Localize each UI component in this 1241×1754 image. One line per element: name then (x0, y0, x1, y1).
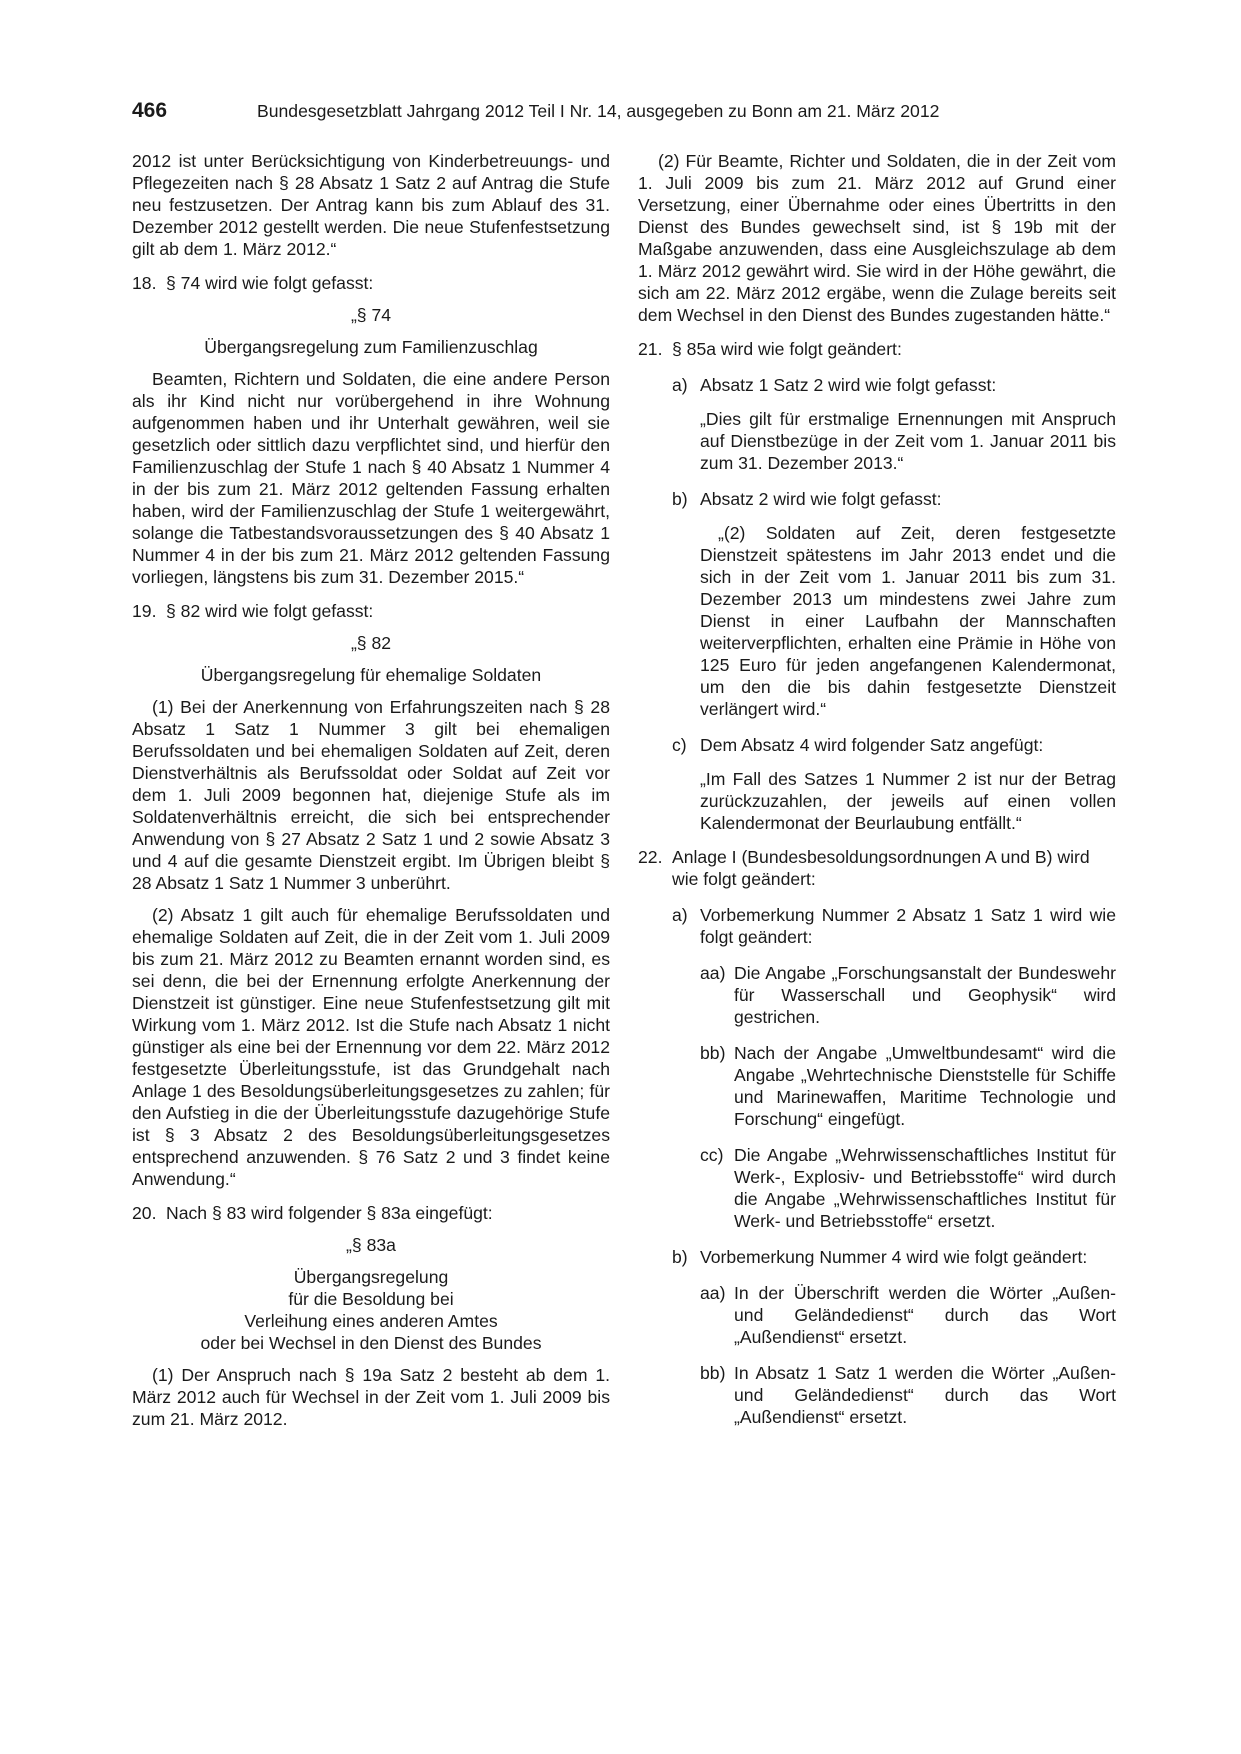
section-83a-paragraph-2: (2) Für Beamte, Richter und Soldaten, die in der Zeit vom 1. Juli 2009 bis zum 21. März 2012 auf Grund einer Versetzung, einer Übernahme oder eines Übertritts in den Dienst des Bundes gewechselt sind, ist § 19b mit der Maßgabe anzuwenden, dass eine Ausgleichszulage ab dem 1. März 2012 gewährt wird. Sie wird in der Höhe gewährt, die sich am 22. März 2012 ergäbe, wenn die Zulage bereits seit dem Wechsel in den Dienst des Bundes zugestanden hätte.“ (638, 151, 1116, 325)
sub-item-21a (672, 374, 1116, 396)
section-title-83a-line-3: Verleihung eines anderen Amtes (244, 1311, 498, 1331)
sub-item-text: Die Angabe „Forschungsanstalt der Bundeswehr für Wasserschall und Geophysik“ wird gestrichen. (734, 963, 1116, 1027)
item-number: 19. (132, 601, 157, 621)
quote-21a: „Dies gilt für erstmalige Ernennungen mit Anspruch auf Dienstbezüge in der Zeit vom 1. Januar 2011 bis zum 31. Dezember 2013.“ (700, 409, 1116, 473)
sub-item-text: In der Überschrift werden die Wörter „Außen- und Geländedienst“ durch das Wort „Außendienst“ ersetzt. (734, 1283, 1116, 1347)
sub-item-label: cc) (700, 1145, 724, 1165)
section-title-83a-line-1: Übergangsregelung (293, 1267, 449, 1287)
list-item-22 (638, 846, 1116, 890)
item-text: Anlage I (Bundesbesoldungsordnungen A und B) wird wie folgt geändert: (672, 847, 1090, 889)
sub-item-label: aa) (700, 1283, 726, 1303)
sub-item-text: Nach der Angabe „Umweltbundesamt“ wird die Angabe „Wehrtechnische Dienststelle für Schiffe und Marinewaffen, Maritime Technologie und Forschung“ eingefügt. (734, 1043, 1116, 1129)
section-title-83a-line-2: für die Besoldung bei (288, 1289, 454, 1309)
quote-21b: „(2) Soldaten auf Zeit, deren festgesetzte Dienstzeit spätestens im Jahr 2013 endet und die sich in der Zeit vom 1. Januar 2011 bis zum 31. Dezember 2013 um mindestens zwei Jahre zum Dienst in einer Laufbahn der Mannschaften weiterverpflichten, erhalten eine Prämie in Höhe von 125 Euro für jeden angefangenen Kalendermonat, um den die bis dahin festgesetzte Dienstzeit verlängert wird.“ (700, 523, 1116, 719)
running-title: Bundesgesetzblatt Jahrgang 2012 Teil I Nr. 14, ausgegeben zu Bonn am 21. März 2012 (257, 101, 940, 121)
item-text: § 74 wird wie folgt gefasst: (166, 273, 374, 293)
section-82-paragraph-2: (2) Absatz 1 gilt auch für ehemalige Berufssoldaten und ehemalige Soldaten auf Zeit, die in der Zeit vom 1. Juli 2009 bis zum 21. März 2012 zu Beamten ernannt worden sind, es sei denn, die bei der Ernennung erfolgte Anerkennung der Dienstzeit ist günstiger. Eine neue Stufenfestsetzung gilt mit Wirkung vom 1. März 2012. Ist die Stufe nach Absatz 1 nicht günstiger als eine bei der Ernennung vor dem 22. März 2012 festgesetzte Überleitungsstufe, ist das Grundgehalt nach Anlage 1 des Besoldungsüberleitungsgesetzes zu zahlen; für den Aufstieg in die der Überleitungsstufe dazugehörige Stufe ist § 3 Absatz 2 des Besoldungsüberleitungsgesetzes entsprechend anzuwenden. § 76 Satz 2 und 3 findet keine Anwendung.“ (132, 905, 610, 1189)
sub-item-21b (672, 488, 1116, 510)
sub-item-label: bb) (700, 1363, 726, 1383)
sub-item-22a-aa (700, 962, 1116, 1028)
section-83a-paragraph-1: (1) Der Anspruch nach § 19a Satz 2 besteht ab dem 1. März 2012 auch für Wechsel in der Zeit vom 1. Juli 2009 bis zum 21. März 2012. (132, 1365, 610, 1429)
sub-item-text: In Absatz 1 Satz 1 werden die Wörter „Außen- und Geländedienst“ durch das Wort „Außendienst“ ersetzt. (734, 1363, 1116, 1427)
section-heading-82: „§ 82 (350, 633, 392, 653)
paragraph-continuation: 2012 ist unter Berücksichtigung von Kinderbetreuungs- und Pflegezeiten nach § 28 Absatz 1 Satz 2 auf Antrag die Stufe neu festzusetzen. Der Antrag kann bis zum Ablauf des 31. Dezember 2012 gestellt werden. Die neue Stufenfestsetzung gilt ab dem 1. März 2012.“ (132, 151, 610, 259)
sub-item-22b-bb (700, 1362, 1116, 1428)
section-82-paragraph-1: (1) Bei der Anerkennung von Erfahrungszeiten nach § 28 Absatz 1 Satz 1 Nummer 3 gilt bei ehemaligen Berufssoldaten und bei ehemaligen Soldaten auf Zeit, deren Dienstverhältnis als Berufssoldat oder Soldat auf Zeit vor dem 1. Juli 2009 begonnen hat, diejenige Stufe als im Soldatenverhältnis erreicht, die sich bei entsprechender Anwendung von § 27 Absatz 2 Satz 1 und 2 sowie Absatz 3 und 4 auf die gesamte Dienstzeit ergibt. Im Übrigen bleibt § 28 Absatz 1 Satz 1 Nummer 3 unberührt. (132, 697, 610, 893)
section-heading-83a: „§ 83a (346, 1235, 396, 1255)
section-text-74: Beamten, Richtern und Soldaten, die eine andere Person als ihr Kind nicht nur vorübergehend in ihre Wohnung aufgenommen haben und ihr Unterhalt gewähren, weil sie gesetzlich oder sittlich dazu verpflichtet sind, und hierfür den Familienzuschlag der Stufe 1 nach § 40 Absatz 1 Nummer 4 in der bis zum 21. März 2012 geltenden Fassung erhalten haben, wird der Familienzuschlag der Stufe 1 weitergewährt, solange die Tatbestandsvoraussetzungen des § 40 Absatz 1 Nummer 4 in der bis zum 21. März 2012 geltenden Fassung vorliegen, längstens bis zum 31. Dezember 2015.“ (132, 369, 610, 587)
sub-item-text: Vorbemerkung Nummer 2 Absatz 1 Satz 1 wird wie folgt geändert: (700, 905, 1116, 947)
sub-item-21c (672, 734, 1116, 756)
section-title-83a-line-4: oder bei Wechsel in den Dienst des Bundes (200, 1333, 542, 1353)
section-title-82: Übergangsregelung für ehemalige Soldaten (200, 665, 542, 685)
section-heading-74: „§ 74 (350, 305, 392, 325)
sub-item-text: Dem Absatz 4 wird folgender Satz angefügt: (700, 735, 1044, 755)
item-text: § 82 wird wie folgt gefasst: (166, 601, 374, 621)
left-column (132, 150, 610, 1440)
item-number: 20. (132, 1203, 157, 1223)
page-header (132, 99, 1112, 129)
sub-item-text: Die Angabe „Wehrwissenschaftliches Institut für Werk-, Explosiv- und Betriebsstoffe“ wird durch die Angabe „Wehrwissenschaftliches Institut für Werk- und Betriebsstoffe“ ersetzt. (734, 1145, 1116, 1231)
sub-item-text: Vorbemerkung Nummer 4 wird wie folgt geändert: (700, 1247, 1088, 1267)
sub-item-label: c) (672, 735, 687, 755)
sub-item-text: Absatz 2 wird wie folgt gefasst: (700, 489, 942, 509)
sub-item-22a-bb (700, 1042, 1116, 1130)
sub-item-22a-cc (700, 1144, 1116, 1232)
list-item-20 (132, 1202, 610, 1224)
sub-item-label: a) (672, 905, 688, 925)
list-item-18 (132, 272, 610, 294)
sub-item-label: b) (672, 489, 688, 509)
item-number: 18. (132, 273, 157, 293)
right-column (638, 150, 1116, 1438)
sub-item-label: aa) (700, 963, 726, 983)
sub-item-label: b) (672, 1247, 688, 1267)
quote-21c: „Im Fall des Satzes 1 Nummer 2 ist nur der Betrag zurückzuzahlen, der jeweils auf einen vollen Kalendermonat der Beurlaubung entfällt.“ (700, 769, 1116, 833)
page-number: 466 (132, 99, 168, 122)
section-title-74: Übergangsregelung zum Familienzuschlag (204, 337, 538, 357)
sub-item-22b-aa (700, 1282, 1116, 1348)
item-number: 21. (638, 339, 663, 359)
item-text: § 85a wird wie folgt geändert: (672, 339, 902, 359)
list-item-21 (638, 338, 1116, 360)
sub-item-22b (672, 1246, 1116, 1268)
sub-item-22a (672, 904, 1116, 948)
sub-item-text: Absatz 1 Satz 2 wird wie folgt gefasst: (700, 375, 997, 395)
list-item-19 (132, 600, 610, 622)
sub-item-label: bb) (700, 1043, 726, 1063)
item-number: 22. (638, 847, 663, 867)
item-text: Nach § 83 wird folgender § 83a eingefügt: (166, 1203, 493, 1223)
sub-item-label: a) (672, 375, 688, 395)
